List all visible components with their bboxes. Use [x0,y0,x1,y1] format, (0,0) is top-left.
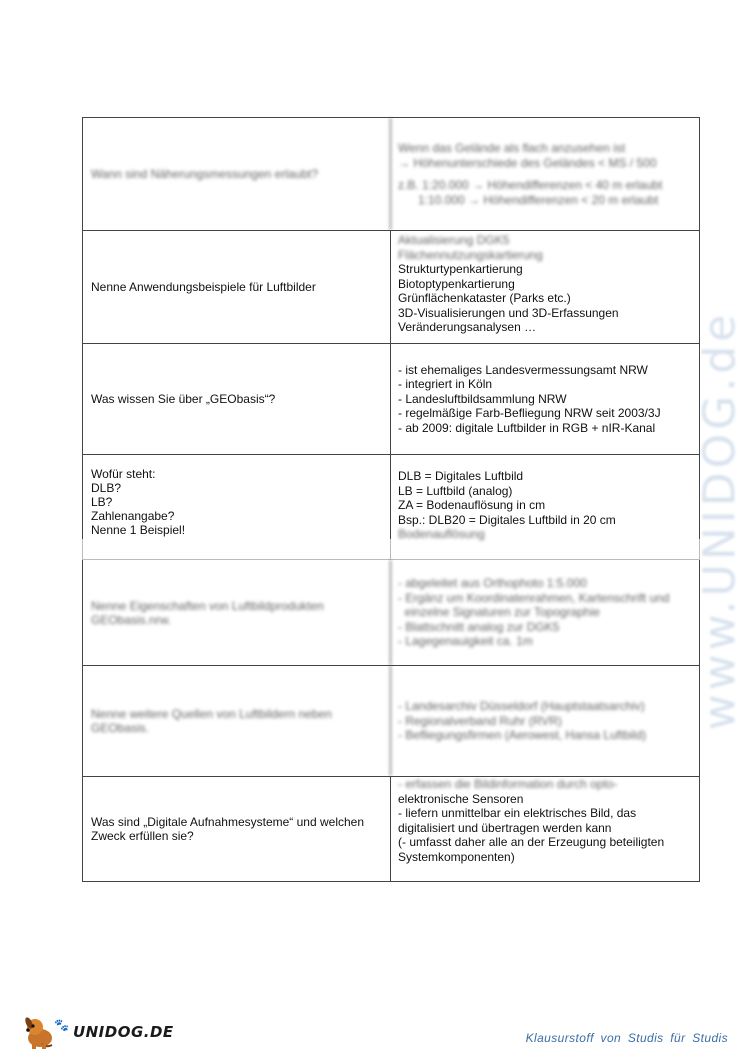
answer-line: elektronische Sensoren [398,791,524,806]
table-row [82,118,700,231]
answer-line: DLB = Digitales Luftbild [398,469,524,483]
dog-icon [22,1014,56,1050]
question-cell [83,539,391,559]
table-row-separator [82,539,700,560]
footer-tagline: Klausurstoff von Studis für Studis [525,1031,728,1045]
answer-line: 3D-Visualisierungen und 3D-Erfassungen [398,305,619,320]
question-text: Nenne weitere Quellen von Luftbildern neben GEObasis. [91,707,332,735]
answer-line: - Befliegungsfirmen (Aerowest, Hansa Luftbild) [398,728,647,743]
question-cell [83,344,391,454]
answer-line: - liefern unmittelbar ein elektrisches Bild, das [398,806,637,820]
question-cell [83,455,391,539]
answer-line: - ist ehemaliges Landesvermessungsamt NRW [398,362,648,377]
answer-line: Grünflächenkataster (Parks etc.) [398,291,571,305]
answer-line: LB = Luftbild (analog) [398,483,513,498]
flashcard-table [82,117,700,882]
question-text: Wofür steht: DLB? LB? Zahlenangabe? Nenne 1 Beispiel! [91,467,186,537]
answer-line: - integriert in Köln [398,377,493,392]
table-row [82,344,700,455]
question-text: Nenne Anwendungsbeispiele für Luftbilder [91,280,316,294]
answer-line: Biotoptypenkartierung [398,276,515,291]
brand-name: UNIDOG.DE [72,1023,174,1041]
question-text: Wann sind Näherungsmessungen erlaubt? [91,167,319,181]
table-row [82,777,700,882]
paw-icon: 🐾 [54,1018,69,1032]
unidog-logo[interactable] [22,1014,174,1050]
answer-line: - Landesluftbildsammlung NRW [398,391,567,406]
answer-line: - ab 2009: digitale Luftbilder in RGB + nIR-Kanal [398,420,656,435]
answer-line: - Regionalverband Ruhr (RVR) [398,713,562,728]
question-text: Was wissen Sie über „GEObasis“? [91,392,276,406]
question-text: Nenne Eigenschaften von Luftbildprodukten GEObasis.nrw. [91,598,324,627]
answer-line: Strukturtypenkartierung [398,262,523,276]
answer-line: z.B. 1:20.000 → Höhendifferenzen < 40 m erlaubt [398,178,663,192]
question-cell [83,560,391,665]
answer-line: Veränderungsanalysen … [398,320,537,334]
table-row [82,666,700,777]
answer-line: Systemkomponenten) [398,849,515,864]
question-text: Was sind „Digitale Aufnahmesysteme“ und welchen Zweck erfüllen sie? [91,815,365,843]
answer-line: ZA = Bodenauflösung in cm [398,498,546,512]
answer-line: digitalisiert und übertragen werden kann [398,820,612,835]
question-cell [83,666,391,776]
question-cell [83,777,391,881]
answer-line: (- umfasst daher alle an der Erzeugung beteiligten [398,835,665,849]
answer-cell [391,118,699,230]
answer-line: - abgeleitet aus Orthophoto 1:5.000 [398,576,587,591]
question-cell [83,118,391,230]
watermark-text: www.UNIDOG.de [694,310,746,730]
table-row [82,560,700,666]
answer-line: Wenn das Gelände als flach anzusehen ist [398,141,626,155]
answer-line: einzelne Signaturen zur Topographie [398,605,600,620]
answer-line: 1:10.000 → Höhendifferenzen < 20 m erlaubt [398,192,659,207]
answer-line: - Lagegenauigkeit ca. 1m [398,634,533,649]
answer-line: - erfassen die Bildinformation durch opto- [398,777,618,791]
answer-line: - Landesarchiv Düsseldorf (Hauptstaatsarchiv) [398,699,645,714]
answer-line: - Blattschnitt analog zur DGK5 [398,619,560,634]
answer-line: - Ergänz um Koordinatenrahmen, Kartenschrift und [398,590,670,605]
answer-cell [391,777,699,881]
answer-line: Aktualisierung DGK5 [398,233,510,247]
watermark [640,290,750,750]
table-row [82,455,700,539]
table-row [82,231,700,344]
answer-line: Flächennutzungskartierung [398,247,543,262]
question-cell [83,231,391,343]
answer-line: Bsp.: DLB20 = Digitales Luftbild in 20 cm [398,512,616,527]
answer-line: - regelmäßige Farb-Befliegung NRW seit 2003/3J [398,406,661,421]
answer-line: Bodenauflösung [398,527,485,541]
answer-line: → Höhenunterschiede des Geländes < MS / 500 [398,155,657,170]
